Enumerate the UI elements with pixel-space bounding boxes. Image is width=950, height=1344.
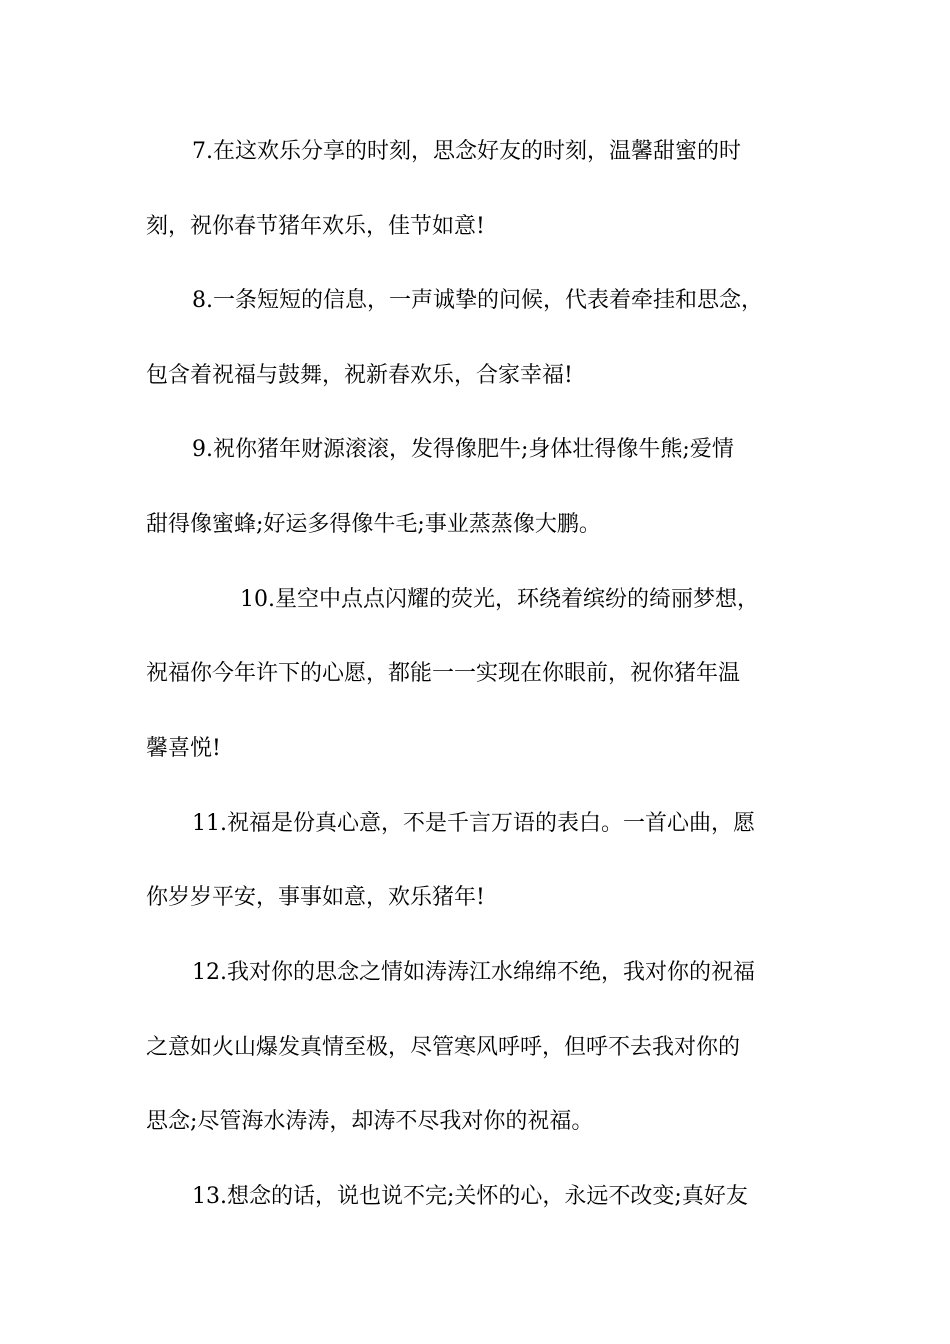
paragraph-9-line-1: 9.祝你猪年财源滚滚，发得像肥牛;身体壮得像牛熊;爱情 [192,437,734,462]
paragraph-8-line-1: 8.一条短短的信息，一声诚挚的问候，代表着牵挂和思念， [192,288,763,313]
paragraph-8-line-2: 包含着祝福与鼓舞，祝新春欢乐，合家幸福! [146,363,573,388]
paragraph-11-line-2: 你岁岁平安，事事如意，欢乐猪年! [146,885,485,910]
paragraph-12-line-1: 12.我对你的思念之情如涛涛江水绵绵不绝，我对你的祝福 [192,960,755,985]
paragraph-12-line-2: 之意如火山爆发真情至极，尽管寒风呼呼，但呼不去我对你的 [146,1035,741,1060]
paragraph-10-line-3: 馨喜悦! [146,736,221,761]
paragraph-10-line-2: 祝福你今年许下的心愿，都能一一实现在你眼前，祝你猪年温 [146,661,741,686]
paragraph-10-line-1: 10.星空中点点闪耀的荧光，环绕着缤纷的绮丽梦想， [240,587,759,612]
paragraph-9-line-2: 甜得像蜜蜂;好运多得像牛毛;事业蒸蒸像大鹏。 [146,512,601,537]
paragraph-13-line-1: 13.想念的话，说也说不完;关怀的心，永远不改变;真好友 [192,1184,748,1209]
paragraph-7-line-1: 7.在这欢乐分享的时刻，思念好友的时刻，温馨甜蜜的时 [192,139,741,164]
paragraph-7-line-2: 刻，祝你春节猪年欢乐，佳节如意! [146,214,485,239]
paragraph-12-line-3: 思念;尽管海水涛涛，却涛不尽我对你的祝福。 [146,1109,594,1134]
paragraph-11-line-1: 11.祝福是份真心意，不是千言万语的表白。一首心曲，愿 [192,811,755,836]
